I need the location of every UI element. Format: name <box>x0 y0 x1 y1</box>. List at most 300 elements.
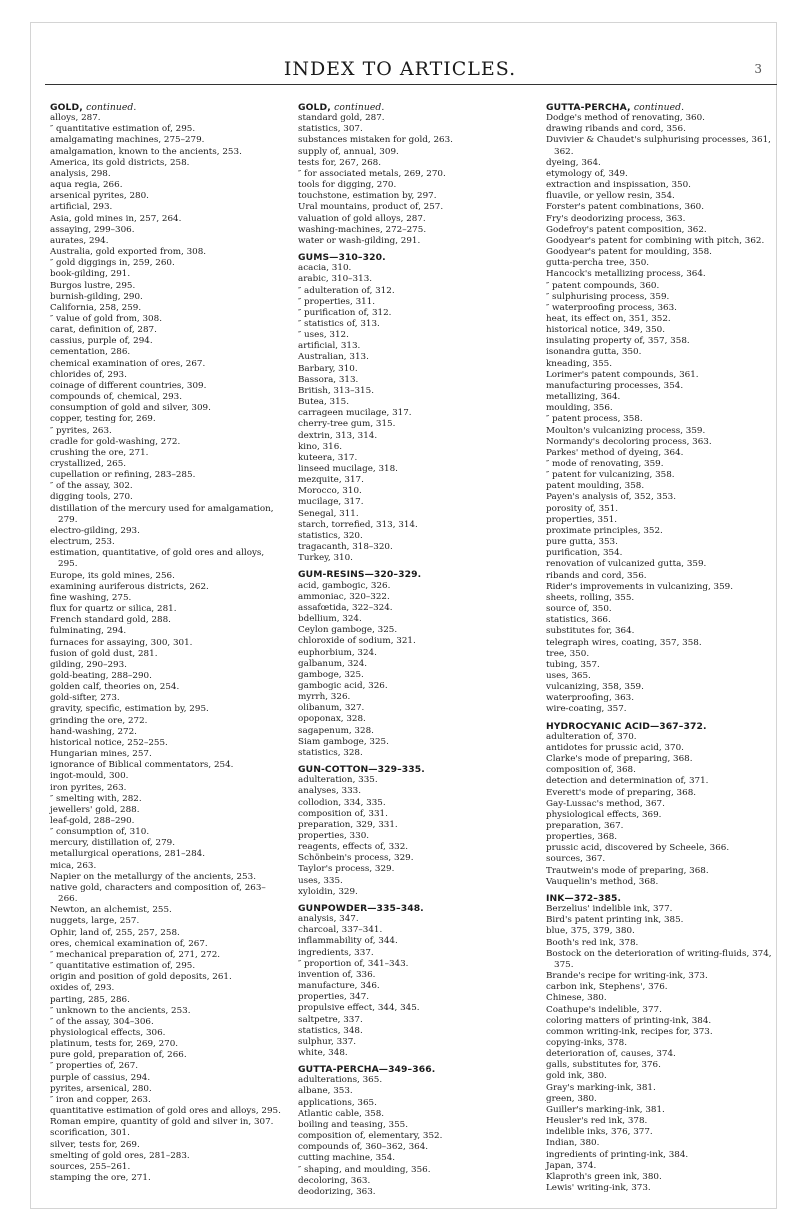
index-entry: gamboge, 325. <box>298 669 364 680</box>
index-entry: tests for, 267, 268. <box>298 157 382 168</box>
index-entry: electrum, 253. <box>50 537 115 548</box>
index-entry: bdellium, 324. <box>298 614 362 625</box>
index-entry: ″ proportion of, 341–343. <box>298 958 409 969</box>
index-entry: ″ statistics of, 313. <box>298 318 380 329</box>
index-entry: America, its gold districts, 258. <box>50 157 190 168</box>
index-entry: renovation of vulcanized gutta, 359. <box>546 559 707 570</box>
index-entry: aqua regia, 266. <box>50 180 123 191</box>
index-entry: inflammability of, 344. <box>298 936 398 947</box>
index-entry: hand-washing, 272. <box>50 726 137 737</box>
index-entry: Schönbein's process, 329. <box>298 853 414 864</box>
index-entry: preparation, 329, 331. <box>298 819 398 830</box>
index-entry: gold-beating, 288–290. <box>50 670 152 681</box>
index-entry: Bassora, 313. <box>298 374 359 385</box>
index-heading-text: GUM-RESINS—320–329. <box>298 569 422 581</box>
index-entry: Parkes' method of dyeing, 364. <box>546 447 684 458</box>
index-entry: indelible inks, 376, 377. <box>546 1127 653 1138</box>
index-entry: gold ink, 380. <box>546 1071 607 1082</box>
index-entry: Heusler's red ink, 378. <box>546 1116 648 1127</box>
index-entry: telegraph wires, coating, 357, 358. <box>546 637 702 648</box>
index-heading-text: INK—372–385. <box>546 892 622 904</box>
index-heading-text: GOLD, <box>298 102 331 113</box>
index-entry: artificial, 313. <box>298 341 361 352</box>
index-entry: gambogic acid, 326. <box>298 680 388 691</box>
index-entry: Europe, its gold mines, 256. <box>50 570 175 581</box>
index-entry: artificial, 293. <box>50 202 113 213</box>
index-entry: ″ waterproofing process, 363. <box>546 302 677 313</box>
index-entry: historical notice, 252–255. <box>50 737 168 748</box>
index-entry: grinding the ore, 272. <box>50 715 148 726</box>
index-entry: ″ quantitative estimation of, 295. <box>50 961 196 972</box>
index-entry: kino, 316. <box>298 441 343 452</box>
index-entry: statistics, 366. <box>546 615 611 626</box>
index-entry: composition of, 368. <box>546 765 636 776</box>
index-entry: Moulton's vulcanizing process, 359. <box>546 425 706 436</box>
index-entry: statistics, 348. <box>298 1025 363 1036</box>
index-entry: drawing ribands and cord, 356. <box>546 124 686 135</box>
index-entry: Ural mountains, product of, 257. <box>298 202 444 213</box>
index-entry: ignorance of Biblical commentators, 254. <box>50 760 234 771</box>
index-entry: Gray's marking-ink, 381. <box>546 1082 656 1093</box>
index-entry: analysis, 298. <box>50 168 111 179</box>
index-entry: kneading, 355. <box>546 358 613 369</box>
index-entry: crystallized, 265. <box>50 459 127 469</box>
index-entry: pure gutta, 353. <box>546 537 618 548</box>
index-entry: compounds of, 360–362, 364. <box>298 1142 429 1153</box>
index-entry: examining auriferous districts, 262. <box>50 581 209 592</box>
page-title: INDEX TO ARTICLES. <box>283 58 517 80</box>
index-heading <box>546 721 778 732</box>
index-heading-suffix: continued. <box>86 102 137 113</box>
index-entry: oxides of, 293. <box>50 983 115 994</box>
index-entry: applications, 365. <box>298 1097 377 1108</box>
index-entry: proximate principles, 352. <box>546 525 663 536</box>
index-entry: iron pyrites, 263. <box>50 782 127 793</box>
index-entry: ″ patent process, 358. <box>546 414 643 425</box>
index-entry: cherry-tree gum, 315. <box>298 419 396 430</box>
index-entry: ores, chemical examination of, 267. <box>50 938 208 949</box>
index-entry: ″ purification of, 312. <box>298 307 392 318</box>
index-entry: deterioration of, causes, 374. <box>546 1049 676 1060</box>
index-entry: Normandy's decoloring process, 363. <box>546 436 712 447</box>
index-entry: physiological effects, 306. <box>50 1027 166 1038</box>
index-entry: Coathupe's indelible, 377. <box>546 1004 662 1015</box>
index-entry: ″ mechanical preparation of, 271, 272. <box>50 949 221 960</box>
index-entry: cutting machine, 354. <box>298 1153 396 1164</box>
index-entry: jewellers' gold, 288. <box>50 804 140 815</box>
index-heading-text: GUTTA-PERCHA, <box>546 102 631 113</box>
index-entry: estimation, quantitative, of gold ores and alloys, 295. <box>50 548 265 570</box>
index-entry: invention of, 336. <box>298 969 376 980</box>
index-heading-text: GUMS—310–320. <box>298 252 386 264</box>
index-entry: metallurgical operations, 281–284. <box>50 849 205 860</box>
index-entry: Bostock on the deterioration of writing-fluids, 374, 375. <box>546 948 772 970</box>
index-entry: gilding, 290–293. <box>50 659 127 670</box>
index-entry: compounds of, chemical, 293. <box>50 392 183 403</box>
index-entry: mercury, distillation of, 279. <box>50 838 175 849</box>
index-entry: acid, gambogic, 326. <box>298 580 391 591</box>
index-entry: consumption of gold and silver, 309. <box>50 403 211 414</box>
index-entry: tragacanth, 318–320. <box>298 542 393 553</box>
index-entry: insulating property of, 357, 358. <box>546 336 690 347</box>
index-entry: Forster's patent combinations, 360. <box>546 202 705 213</box>
index-entry: waterproofing, 363. <box>546 693 635 704</box>
index-entry: manufacture, 346. <box>298 981 380 992</box>
index-entry: pyrites, arsenical, 280. <box>50 1083 152 1094</box>
index-entry: fusion of gold dust, 281. <box>50 648 158 659</box>
index-entry: properties, 347. <box>298 992 370 1003</box>
index-entry: olibanum, 327. <box>298 703 365 714</box>
index-entry: Ceylon gamboge, 325. <box>298 625 398 636</box>
index-entry: physiological effects, 369. <box>546 809 662 820</box>
index-heading-text: GUNPOWDER—335–348. <box>298 902 424 914</box>
index-entry: silver, tests for, 269. <box>50 1139 140 1150</box>
index-entry: arsenical pyrites, 280. <box>50 191 149 202</box>
index-entry: wire-coating, 357. <box>546 704 627 715</box>
index-heading <box>50 102 282 113</box>
index-entry: ingot-mould, 300. <box>50 771 129 782</box>
index-heading <box>298 1064 530 1075</box>
index-entry: native gold, characters and composition of, 263–266. <box>50 882 266 905</box>
index-entry: fine washing, 275. <box>50 592 132 603</box>
index-entry: stamping the ore, 271. <box>50 1173 151 1183</box>
index-entry: Vauquelin's method, 368. <box>546 876 659 887</box>
index-entry: opoponax, 328. <box>298 714 366 725</box>
index-entry: ammoniac, 320–322. <box>298 591 390 602</box>
index-entry: amalgamation, known to the ancients, 253. <box>50 146 242 157</box>
index-heading <box>298 569 530 580</box>
index-entry: Taylor's process, 329. <box>298 864 395 875</box>
index-entry: Newton, an alchemist, 255. <box>50 905 172 916</box>
index-entry: Lorimer's patent compounds, 361. <box>546 369 699 380</box>
index-entry: British, 313–315. <box>298 385 374 396</box>
index-entry: cassius, purple of, 294. <box>50 336 153 347</box>
index-entry: chlorides of, 293. <box>50 369 127 380</box>
index-entry: xyloidin, 329. <box>298 886 358 897</box>
index-entry: Klaproth's green ink, 380. <box>546 1171 662 1182</box>
index-entry: adulteration, 335. <box>298 775 378 786</box>
index-entry: tools for digging, 270. <box>298 180 397 191</box>
index-entry: arabic, 310–313. <box>298 274 373 285</box>
index-entry: ″ properties, 311. <box>298 296 376 307</box>
index-heading <box>298 903 530 914</box>
index-entry: statistics, 328. <box>298 747 363 758</box>
index-entry: manufacturing processes, 354. <box>546 380 684 391</box>
index-entry: ″ properties of, 267. <box>50 1061 139 1072</box>
index-entry: acacia, 310. <box>298 263 352 274</box>
index-entry: prussic acid, discovered by Scheele, 366. <box>546 843 730 854</box>
index-entry: ″ patent for vulcanizing, 358. <box>546 470 675 481</box>
index-entry: ribands and cord, 356. <box>546 570 647 581</box>
index-entry: nuggets, large, 257. <box>50 916 140 927</box>
index-entry: historical notice, 349, 350. <box>546 325 665 336</box>
index-entry: collodion, 334, 335. <box>298 797 386 808</box>
index-entry: Hungarian mines, 257. <box>50 749 152 760</box>
index-entry: washing-machines, 272–275. <box>298 224 427 235</box>
index-heading <box>546 893 778 904</box>
index-entry: ″ consumption of, 310. <box>50 827 150 838</box>
index-entry: metallizing, 364. <box>546 392 621 403</box>
index-entry: mica, 263. <box>50 860 97 871</box>
index-entry: amalgamating machines, 275–279. <box>50 135 205 146</box>
index-entry: Godefroy's patent composition, 362. <box>546 224 707 235</box>
index-heading-text: GOLD, <box>50 102 83 113</box>
index-entry: uses, 365. <box>546 670 591 681</box>
index-entry: Barbary, 310. <box>298 363 358 374</box>
index-entry: ″ value of gold from, 308. <box>50 313 162 324</box>
index-entry: green, 380. <box>546 1093 597 1104</box>
index-entry: scorification, 301. <box>50 1128 130 1139</box>
index-entry: touchstone, estimation by, 297. <box>298 191 437 202</box>
index-entry: Indian, 380. <box>546 1138 600 1149</box>
index-heading-text: GUN-COTTON—329–335. <box>298 764 425 776</box>
index-entry: distillation of the mercury used for amalgamation, 279. <box>50 503 274 525</box>
index-entry: ″ unknown to the ancients, 253. <box>50 1005 191 1016</box>
index-entry: moulding, 356. <box>546 403 613 414</box>
index-entry: propulsive effect, 344, 345. <box>298 1003 420 1014</box>
index-entry: Trautwein's mode of preparing, 368. <box>546 865 709 876</box>
index-entry: extraction and inspissation, 350. <box>546 180 691 191</box>
index-entry: dextrin, 313, 314. <box>298 430 378 441</box>
index-entry: properties, 351. <box>546 514 618 525</box>
index-entry: white, 348. <box>298 1047 348 1058</box>
index-entry: sources, 367. <box>546 854 606 865</box>
index-heading-text: HYDROCYANIC ACID—367–372. <box>546 720 707 732</box>
index-entry: ″ adulteration of, 312. <box>298 285 395 296</box>
index-entry: galbanum, 324. <box>298 658 368 669</box>
index-column <box>50 102 282 1184</box>
index-entry: albane, 353. <box>298 1086 353 1097</box>
index-entry: crushing the ore, 271. <box>50 447 149 458</box>
index-entry: Goodyear's patent for combining with pitch, 362. <box>546 235 765 246</box>
index-entry: sources, 255–261. <box>50 1161 131 1172</box>
index-entry: platinum, tests for, 269, 270. <box>50 1039 179 1050</box>
index-entry: Gay-Lussac's method, 367. <box>546 798 665 809</box>
index-entry: adulteration of, 370. <box>546 731 637 742</box>
index-entry: Roman empire, quantity of gold and silver in, 307. <box>50 1117 274 1128</box>
index-entry: dyeing, 364. <box>546 157 601 168</box>
index-entry: Senegal, 311. <box>298 508 359 519</box>
index-entry: myrrh, 326. <box>298 692 351 703</box>
running-head <box>0 58 800 82</box>
index-entry: Everett's mode of preparing, 368. <box>546 787 697 798</box>
index-heading-text: GUTTA-PERCHA—349–366. <box>298 1064 436 1076</box>
index-entry: cementation, 286. <box>50 347 131 358</box>
index-entry: ″ uses, 312. <box>298 330 349 341</box>
index-entry: Goodyear's patent for moulding, 358. <box>546 247 712 258</box>
index-entry: analysis, 347. <box>298 914 359 925</box>
index-entry: common writing-ink, recipes for, 373. <box>546 1026 713 1037</box>
index-entry: aurates, 294. <box>50 235 109 246</box>
index-entry: decoloring, 363. <box>298 1175 371 1186</box>
index-entry: assafœtida, 322–324. <box>298 602 393 613</box>
index-entry: reagents, effects of, 332. <box>298 842 409 853</box>
index-entry: purification, 354. <box>546 548 623 559</box>
index-entry: ″ pyrites, 263. <box>50 425 112 436</box>
index-entry: preparation, 367. <box>546 821 624 831</box>
index-entry: statistics, 320. <box>298 530 363 541</box>
index-entry: Hancock's metallizing process, 364. <box>546 269 706 280</box>
index-entry: composition of, elementary, 352. <box>298 1131 443 1142</box>
index-entry: uses, 335. <box>298 875 343 886</box>
index-entry: burnish-gilding, 290. <box>50 291 143 302</box>
index-entry: digging tools, 270. <box>50 492 133 503</box>
header-rule <box>45 84 777 85</box>
index-entry: Burgos lustre, 295. <box>50 280 136 291</box>
index-column <box>298 102 530 1198</box>
index-entry: properties, 368. <box>546 832 618 843</box>
index-heading <box>546 102 778 113</box>
index-entry: porosity of, 351. <box>546 503 619 514</box>
index-entry: sheets, rolling, 355. <box>546 592 635 603</box>
index-entry: Butea, 315. <box>298 397 350 408</box>
index-entry: substances mistaken for gold, 263. <box>298 135 453 146</box>
index-entry: purple of cassius, 294. <box>50 1072 151 1083</box>
index-entry: chemical examination of ores, 267. <box>50 358 206 369</box>
index-entry: supply of, annual, 309. <box>298 146 399 157</box>
index-entry: boiling and teasing, 355. <box>298 1119 408 1130</box>
index-entry: gold-sifter, 273. <box>50 693 120 704</box>
index-entry: antidotes for prussic acid, 370. <box>546 742 684 753</box>
index-entry: Ophir, land of, 255, 257, 258. <box>50 927 180 938</box>
index-entry: ingredients, 337. <box>298 947 374 958</box>
index-entry: isonandra gutta, 350. <box>546 347 642 358</box>
index-entry: carbon ink, Stephens', 376. <box>546 982 668 993</box>
index-entry: California, 258, 259. <box>50 302 142 313</box>
index-entry: Napier on the metallurgy of the ancients, 253. <box>50 871 256 882</box>
index-entry: composition of, 331. <box>298 808 388 819</box>
index-entry: cupellation or refining, 283–285. <box>50 470 196 481</box>
index-entry: Dodge's method of renovating, 360. <box>546 113 705 124</box>
index-entry: coloring matters of printing-ink, 384. <box>546 1015 712 1026</box>
index-entry: ″ for associated metals, 269, 270. <box>298 168 446 179</box>
index-entry: ″ gold diggings in, 259, 260. <box>50 258 175 269</box>
index-entry: Japan, 374. <box>546 1160 597 1171</box>
index-entry: Guiller's marking-ink, 381. <box>546 1104 665 1115</box>
index-entry: ″ sulphurising process, 359. <box>546 291 670 302</box>
index-entry: Morocco, 310. <box>298 486 362 497</box>
page-number: 3 <box>754 62 762 76</box>
index-entry: mezquite, 317. <box>298 475 364 486</box>
index-entry: valuation of gold alloys, 287. <box>298 213 426 224</box>
index-entry: patent moulding, 358. <box>546 481 645 492</box>
index-entry: Australia, gold exported from, 308. <box>50 247 207 258</box>
index-entry: vulcanizing, 358, 359. <box>546 682 644 693</box>
index-entry: pure gold, preparation of, 266. <box>50 1050 187 1061</box>
index-entry: tree, 350. <box>546 648 590 659</box>
index-entry: quantitative estimation of gold ores and alloys, 295. <box>50 1106 281 1117</box>
index-entry: Booth's red ink, 378. <box>546 937 639 948</box>
index-entry: copying-inks, 378. <box>546 1037 627 1048</box>
index-entry: cradle for gold-washing, 272. <box>50 436 181 447</box>
index-entry: Rider's improvements in vulcanizing, 359. <box>546 581 734 592</box>
index-entry: deodorizing, 363. <box>298 1186 376 1197</box>
index-entry: Siam gamboge, 325. <box>298 736 389 747</box>
index-entry: gravity, specific, estimation by, 295. <box>50 704 209 715</box>
index-entry: etymology of, 349. <box>546 168 628 179</box>
index-entry: Turkey, 310. <box>298 553 353 564</box>
index-heading-suffix: continued. <box>633 102 685 113</box>
index-entry: galls, substitutes for, 376. <box>546 1060 661 1071</box>
index-entry: copper, testing for, 269. <box>50 414 156 425</box>
index-entry: Asia, gold mines in, 257, 264. <box>50 213 182 224</box>
index-entry: charcoal, 337–341. <box>298 925 383 936</box>
index-entry: sagapenum, 328. <box>298 725 374 736</box>
index-entry: kuteera, 317. <box>298 452 358 463</box>
index-entry: ″ quantitative estimation of, 295. <box>50 124 196 135</box>
index-entry: sulphur, 337. <box>298 1036 357 1047</box>
index-entry: flux for quartz or silica, 281. <box>50 604 177 615</box>
index-entry: assaying, 299–306. <box>50 224 135 235</box>
index-entry: ″ smelting with, 282. <box>50 793 142 804</box>
index-heading <box>298 764 530 775</box>
index-entry: Fry's deodorizing process, 363. <box>546 213 686 224</box>
index-heading <box>298 252 530 263</box>
index-column <box>546 102 778 1194</box>
index-entry: carrageen mucilage, 317. <box>298 408 412 419</box>
index-entry: detection and determination of, 371. <box>546 776 709 787</box>
index-entry: Atlantic cable, 358. <box>298 1108 385 1119</box>
index-entry: ″ patent compounds, 360. <box>546 280 660 291</box>
index-entry: ″ of the assay, 302. <box>50 481 133 492</box>
index-entry: source of, 350. <box>546 604 612 615</box>
index-entry: Clarke's mode of preparing, 368. <box>546 754 693 765</box>
index-entry: smelting of gold ores, 281–283. <box>50 1150 190 1161</box>
index-entry: gutta-percha tree, 350. <box>546 258 650 269</box>
index-entry: Payen's analysis of, 352, 353. <box>546 492 677 503</box>
index-entry: starch, torrefied, 313, 314. <box>298 519 418 530</box>
index-entry: origin and position of gold deposits, 261. <box>50 972 232 983</box>
index-entry: Brande's recipe for writing-ink, 373. <box>546 971 708 982</box>
index-entry: ″ mode of renovating, 359. <box>546 459 664 469</box>
index-entry: book-gilding, 291. <box>50 269 131 280</box>
index-entry: electro-gilding, 293. <box>50 525 140 536</box>
index-entry: standard gold, 287. <box>298 113 385 124</box>
index-entry: French standard gold, 288. <box>50 615 171 626</box>
index-entry: Lewis' writing-ink, 373. <box>546 1183 651 1193</box>
index-entry: ″ shaping, and moulding, 356. <box>298 1164 431 1175</box>
index-entry: furnaces for assaying, 300, 301. <box>50 637 193 648</box>
index-entry: linseed mucilage, 318. <box>298 464 398 474</box>
index-entry: Berzelius' indelible ink, 377. <box>546 904 673 915</box>
index-entry: Australian, 313. <box>298 352 369 363</box>
index-entry: ″ of the assay, 304–306. <box>50 1016 154 1027</box>
index-entry: properties, 330. <box>298 831 370 841</box>
index-entry: leaf-gold, 288–290. <box>50 816 135 826</box>
index-entry: tubing, 357. <box>546 659 600 670</box>
index-entry: substitutes for, 364. <box>546 626 635 637</box>
index-entry: Duvivier & Chaudet's sulphurising processes, 361, 362. <box>546 135 771 157</box>
index-entry: chloroxide of sodium, 321. <box>298 636 416 647</box>
index-heading-suffix: continued. <box>334 102 385 113</box>
index-entry: adulterations, 365. <box>298 1075 383 1086</box>
index-entry: fluavile, or yellow resin, 354. <box>546 191 675 202</box>
index-entry: carat, definition of, 287. <box>50 325 157 336</box>
index-entry: saltpetre, 337. <box>298 1014 363 1025</box>
index-entry: fulminating, 294. <box>50 626 127 637</box>
index-entry: coinage of different countries, 309. <box>50 380 207 391</box>
index-entry: blue, 375, 379, 380. <box>546 926 635 937</box>
index-columns <box>50 102 777 1202</box>
index-entry: water or wash-gilding, 291. <box>298 235 421 246</box>
index-entry: Chinese, 380. <box>546 993 607 1004</box>
index-entry: heat, its effect on, 351, 352. <box>546 313 671 324</box>
index-entry: euphorbium, 324. <box>298 647 377 658</box>
index-entry: golden calf, theories on, 254. <box>50 682 180 693</box>
index-entry: analyses, 333. <box>298 786 362 797</box>
index-heading <box>298 102 530 113</box>
index-entry: Bird's patent printing ink, 385. <box>546 915 684 926</box>
